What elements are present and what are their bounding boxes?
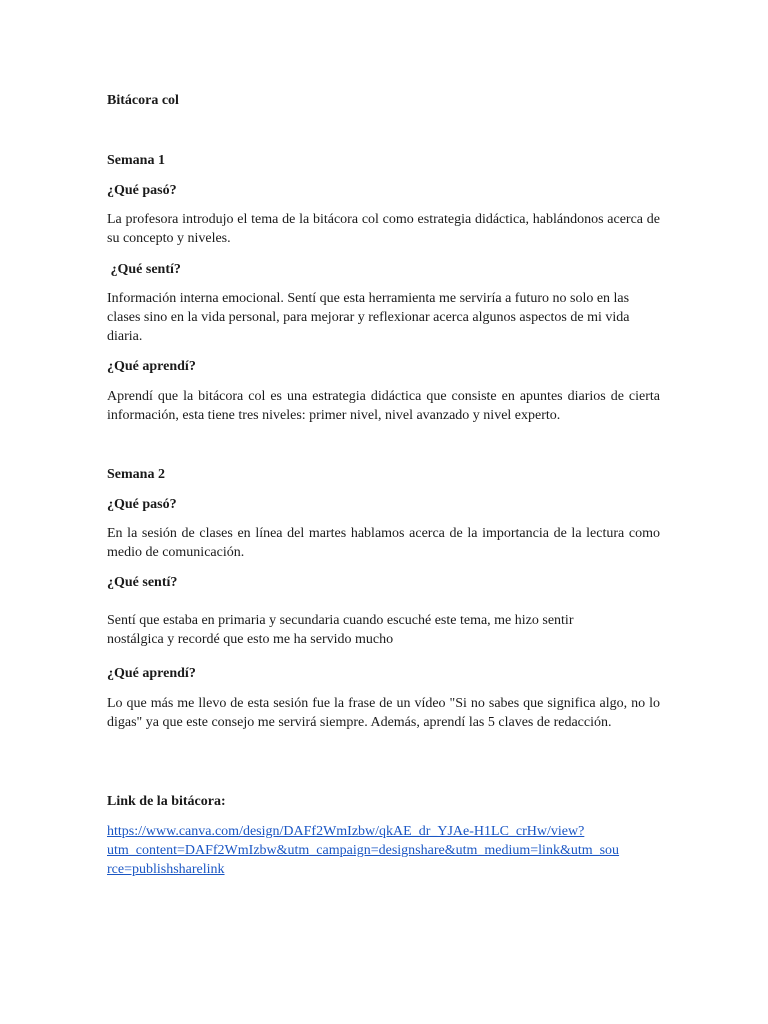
week-2-question-what-happened: ¿Qué pasó?: [107, 497, 177, 512]
week-2-question-what-felt: ¿Qué sentí?: [107, 575, 178, 590]
week-2-answer-what-felt: Sentí que estaba en primaria y secundaria cuando escuché este tema, me hizo sentir nostálgica y recordé que esto me ha servido mucho: [107, 613, 574, 647]
week-2-heading: Semana 2: [107, 467, 165, 482]
week-2-answer-what-learned: Lo que más me llevo de esta sesión fue la frase de un vídeo "Si no sabes que significa algo, no lo digas" ya que este consejo me servirá siempre. Además, aprendí las 5 claves de redacción.: [107, 696, 660, 730]
bitacora-link[interactable]: [107, 822, 660, 879]
week-1-answer-what-learned: Aprendí que la bitácora col es una estrategia didáctica que consiste en apuntes diarios de cierta información, esta tiene tres niveles: primer nivel, nivel avanzado y nivel experto.: [107, 389, 660, 423]
week-1-answer-what-happened: La profesora introdujo el tema de la bitácora col como estrategia didáctica, hablándonos acerca de su concepto y niveles.: [107, 212, 660, 246]
week-2-answer-what-happened: En la sesión de clases en línea del martes hablamos acerca de la importancia de la lectura como medio de comunicación.: [107, 526, 660, 560]
week-1-answer-what-felt: Información interna emocional. Sentí que esta herramienta me serviría a futuro no solo en las clases sino en la vida personal, para mejorar y reflexionar acerca algunos aspectos de mi vida diaria.: [107, 291, 630, 344]
week-1-question-what-happened: ¿Qué pasó?: [107, 183, 177, 198]
bitacora-link-line-2[interactable]: utm_content=DAFf2WmIzbw&utm_campaign=designshare&utm_medium=link&utm_sou: [107, 843, 620, 858]
week-1-question-what-felt: ¿Qué sentí?: [107, 262, 181, 277]
week-1-heading: Semana 1: [107, 153, 165, 168]
bitacora-link-line-3[interactable]: rce=publishsharelink: [107, 862, 225, 877]
week-1-question-what-learned: ¿Qué aprendí?: [107, 359, 196, 374]
bitacora-link-line-1[interactable]: https://www.canva.com/design/DAFf2WmIzbw/qkAE_dr_YJAe-H1LC_crHw/view?: [107, 824, 585, 839]
document-title: Bitácora col: [107, 93, 179, 108]
link-label: Link de la bitácora:: [107, 794, 226, 809]
week-2-question-what-learned: ¿Qué aprendí?: [107, 666, 196, 681]
